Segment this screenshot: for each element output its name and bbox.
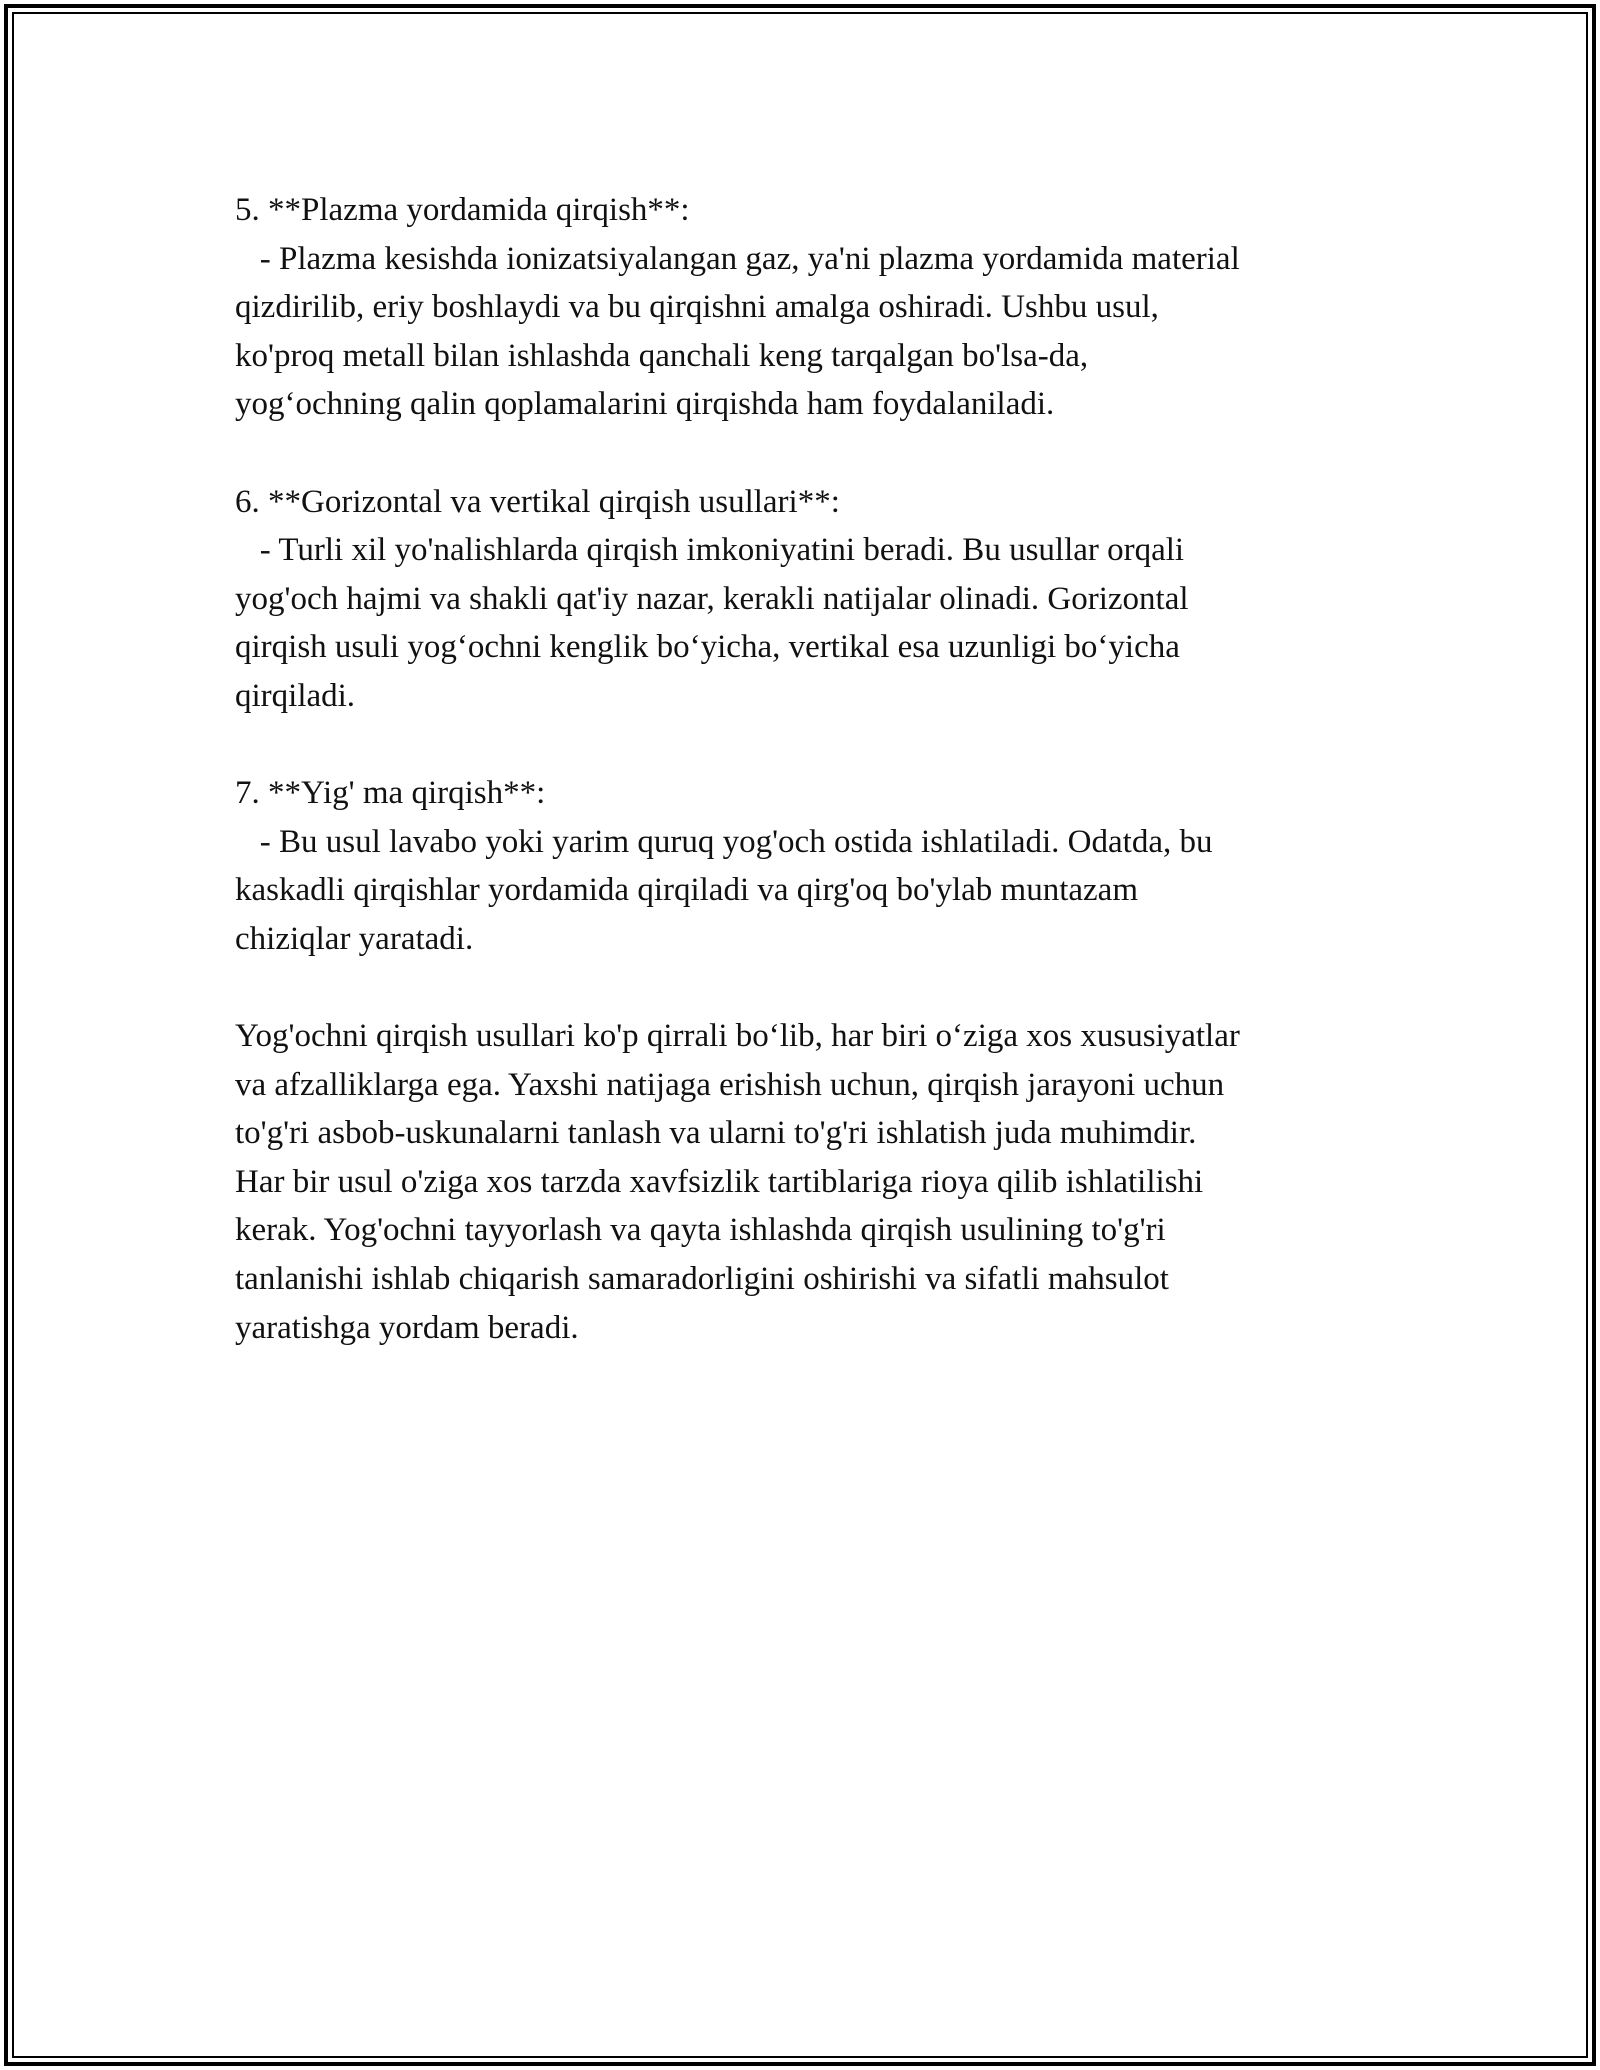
closing-paragraph: Yog'ochni qirqish usullari ko'p qirrali bo‘lib, har biri o‘ziga xos xususiyatlar va afzalliklarga ega. Yaxshi natijaga erishish uchun, qirqish jarayoni uchun to'g'ri asbob-uskunalarni tanlash va ularni to'g'ri ishlatish juda muhimdir. Har bir usul o'ziga xos tarzda xavfsizlik tartiblariga rioya qilib ishlatilishi kerak. Yog'ochni tayyorlash va qayta ishlashda qirqish usulining to'g'ri tanlanishi ishlab chiqarish samaradorligini oshirishi va sifatli mahsulot yaratishga yordam beradi. — [235, 1018, 1240, 1346]
document-body — [235, 186, 1370, 1352]
section-gorizontal-vertikal — [235, 478, 1370, 721]
section-heading: 7. **Yig' ma qirqish**: — [235, 775, 546, 812]
section-text: - Turli xil yo'nalishlarda qirqish imkoniyatini beradi. Bu usullar orqali yog'och hajmi va shakli qat'iy nazar, kerakli natijalar olinadi. Gorizontal qirqish usuli yog‘ochni kenglik bo‘yicha, vertikal esa uzunligi bo‘yicha qirqiladi. — [235, 532, 1189, 714]
section-heading: 6. **Gorizontal va vertikal qirqish usullari**: — [235, 483, 840, 520]
section-text: - Bu usul lavabo yoki yarim quruq yog'och ostida ishlatiladi. Odatda, bu kaskadli qirqishlar yordamida qirqiladi va qirg'oq bo'ylab muntazam chiziqlar yaratadi. — [235, 823, 1213, 957]
section-text: - Plazma kesishda ionizatsiyalangan gaz, ya'ni plazma yordamida material qizdirilib, eriy boshlaydi va bu qirqishni amalga oshiradi. Ushbu usul, ko'proq metall bilan ishlashda qanchali keng tarqalgan bo'lsa-da, yog‘ochning qalin qoplamalarini qirqishda ham foydalaniladi. — [235, 240, 1240, 423]
section-plazma — [235, 186, 1370, 429]
section-heading: 5. **Plazma yordamida qirqish**: — [235, 192, 690, 228]
section-yigma — [235, 769, 1370, 963]
